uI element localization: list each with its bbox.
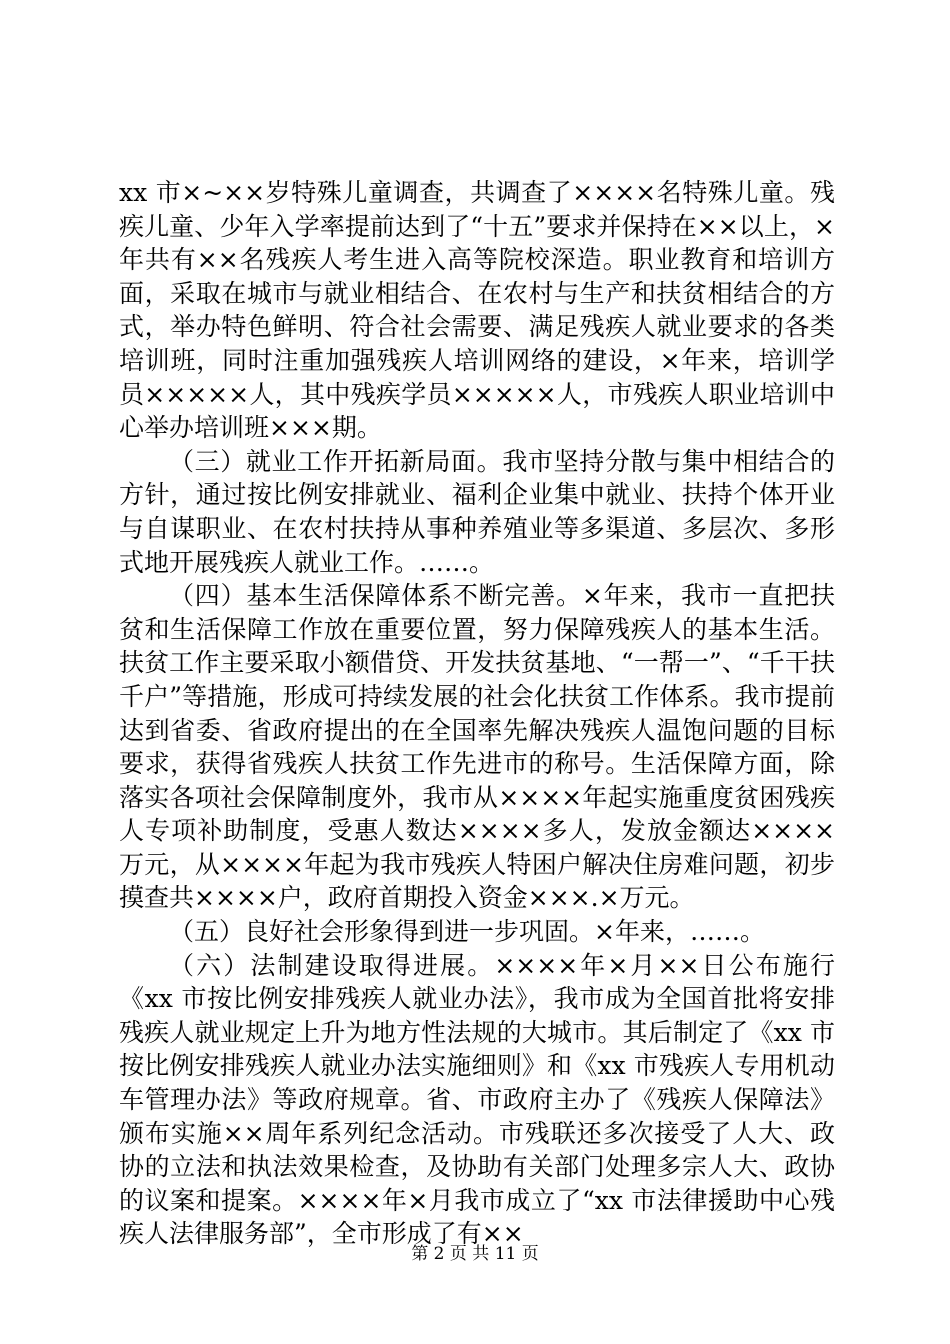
- document-body: [119, 176, 835, 1251]
- paragraph-5: （六）法制建设取得进展。××××年×月××日公布施行《xx 市按比例安排残疾人就业办法》，我市成为全国首批将安排残疾人就业规定上升为地方性法规的大城市。其后制定了《xx 市按比例安排残疾人就业办法实施细则》和《xx 市残疾人专用机动车管理办法》等政府规章。省、市政府主办了《残疾人保障法》颁布实施××周年系列纪念活动。市残联还多次接受了人大、政协的立法和执法效果检查，及协助有关部门处理多宗人大、政协的议案和提案。××××年×月我市成立了“xx 市法律援助中心残疾人法律服务部”，全市形成了有××: [119, 950, 835, 1249]
- paragraph-2: （三）就业工作开拓新局面。我市坚持分散与集中相结合的方针，通过按比例安排就业、福利企业集中就业、扶持个体开业与自谋职业、在农村扶持从事种养殖业等多渠道、多层次、多形式地开展残疾人就业工作。……。: [119, 446, 835, 577]
- paragraph-1: xx 市×~××岁特殊儿童调查，共调查了××××名特殊儿童。残疾儿童、少年入学率提前达到了“十五”要求并保持在××以上，×年共有××名残疾人考生进入高等院校深造。职业教育和培训方面，采取在城市与就业相结合、在农村与生产和扶贫相结合的方式，举办特色鲜明、符合社会需要、满足残疾人就业要求的各类培训班，同时注重加强残疾人培训网络的建设，×年来，培训学员×××××人，其中残疾学员×××××人，市残疾人职业培训中心举办培训班×××期。: [119, 178, 835, 443]
- page-number-label: 第 2 页 共 11 页: [411, 1244, 539, 1264]
- page-footer: [0, 1243, 950, 1265]
- paragraph-4: （五）良好社会形象得到进一步巩固。×年来，……。: [169, 917, 765, 947]
- paragraph-3: （四）基本生活保障体系不断完善。×年来，我市一直把扶贫和生活保障工作放在重要位置，努力保障残疾人的基本生活。扶贫工作主要采取小额借贷、开发扶贫基地、“一帮一”、“千干扶千户”等措施，形成可持续发展的社会化扶贫工作体系。我市提前达到省委、省政府提出的在全国率先解决残疾人温饱问题的目标要求，获得省残疾人扶贫工作先进市的称号。生活保障方面，除落实各项社会保障制度外，我市从××××年起实施重度贫困残疾人专项补助制度，受惠人数达××××多人，发放金额达××××万元，从××××年起为我市残疾人特困户解决住房难问题，初步摸查共××××户，政府首期投入资金×××.×万元。: [119, 581, 835, 913]
